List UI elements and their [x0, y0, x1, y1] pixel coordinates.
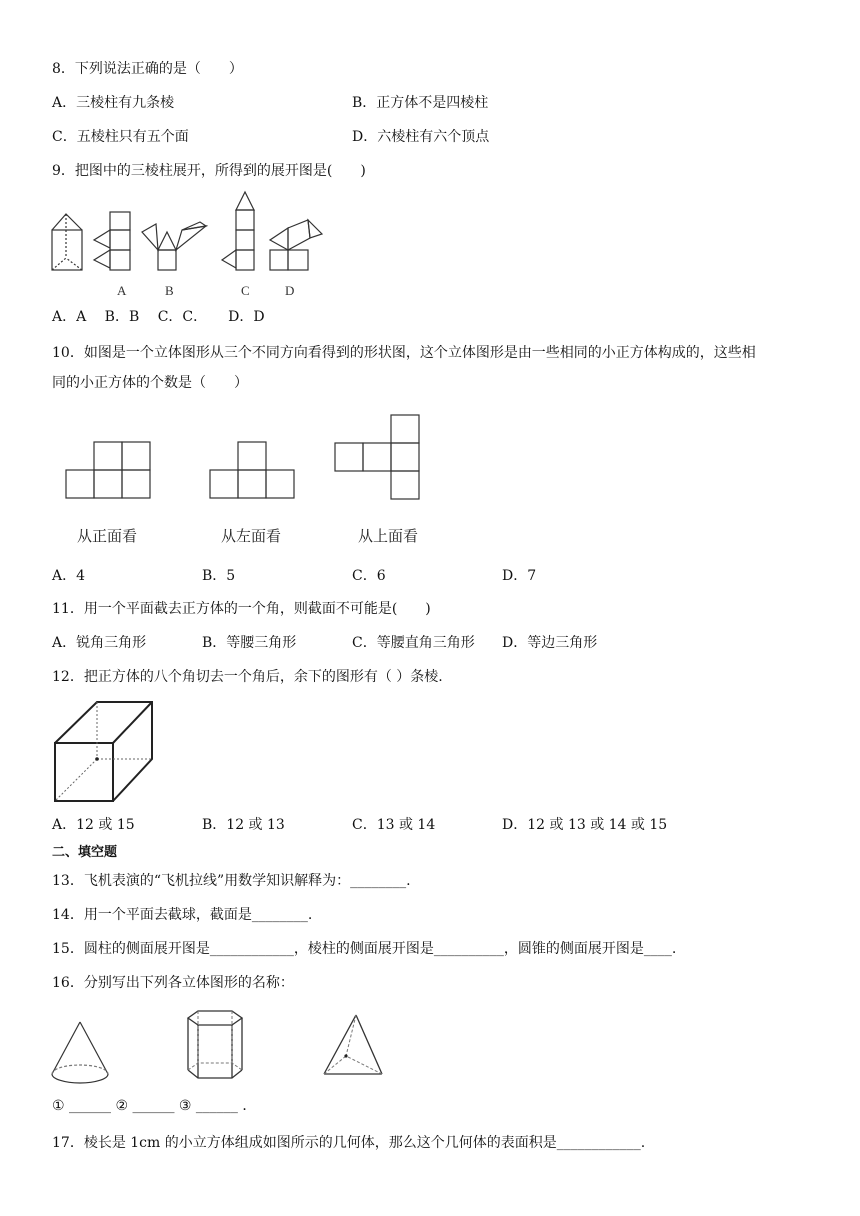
- q14-text: 14．用一个平面去截球，截面是________.: [52, 907, 313, 923]
- q13-text: 13．飞机表演的“飞机拉线”用数学知识解释为：________.: [52, 873, 411, 889]
- q16-stem: 16．分别写出下列各立体图形的名称：: [52, 975, 294, 991]
- q16-cone-figure: [50, 1018, 114, 1094]
- q8-option-d: D．六棱柱有六个顶点: [352, 129, 490, 145]
- q12-option-d: D．12 或 13 或 14 或 15: [502, 817, 668, 833]
- q8-option-c: C．五棱柱只有五个面: [52, 129, 189, 145]
- q11-stem: 11．用一个平面截去正方体的一个角，则截面不可能是( ): [52, 601, 431, 617]
- q10-top-view: [333, 414, 423, 504]
- q10-front-view: [64, 441, 154, 501]
- q8-option-a: A．三棱柱有九条棱: [52, 95, 175, 111]
- q9-fig-label-a: A: [117, 283, 127, 298]
- q16-hexagonal-prism-figure: [184, 1008, 248, 1092]
- q11-option-d: D．等边三角形: [502, 635, 598, 651]
- q12-cube-figure: [52, 699, 156, 807]
- q8-option-b: B．正方体不是四棱柱: [352, 95, 489, 111]
- q10-top-view-caption: 从上面看: [358, 527, 419, 545]
- q9-prism-net-figure: [50, 188, 350, 298]
- q11-option-a: A．锐角三角形: [52, 635, 147, 651]
- q10-option-a: A．4: [52, 568, 86, 584]
- q17-text: 17．棱长是 1cm 的小立方体组成如图所示的几何体，那么这个几何体的表面积是____________.: [52, 1135, 646, 1151]
- q10-option-c: C．6: [352, 568, 386, 584]
- q11-option-c: C．等腰直角三角形: [352, 635, 475, 651]
- q10-front-view-caption: 从正面看: [77, 527, 138, 545]
- q15-text: 15．圆柱的侧面展开图是____________，棱柱的侧面展开图是__________，圆锥的侧面展开图是____.: [52, 941, 677, 957]
- q10-option-d: D．7: [502, 568, 537, 584]
- q8-stem: 8．下列说法正确的是（ ）: [52, 61, 243, 77]
- q9-options: A．A B．B C．C． D．D: [52, 309, 265, 325]
- q12-stem: 12．把正方体的八个角切去一个角后，余下的图形有（ ）条棱.: [52, 669, 443, 685]
- q9-fig-label-d: D: [285, 283, 295, 298]
- section-heading-fill-in: 二、填空题: [52, 845, 118, 860]
- q10-left-view: [208, 441, 298, 501]
- q16-pyramid-figure: [322, 1012, 386, 1092]
- q10-option-b: B．5: [202, 568, 236, 584]
- q9-fig-label-c: C: [241, 283, 250, 298]
- q12-option-b: B．12 或 13: [202, 817, 285, 833]
- q10-stem-line2: 同的小正方体的个数是（ ）: [52, 375, 248, 391]
- q9-stem: 9．把图中的三棱柱展开，所得到的展开图是( ): [52, 163, 366, 179]
- q10-left-view-caption: 从左面看: [221, 527, 282, 545]
- q9-fig-label-b: B: [165, 283, 174, 298]
- q10-stem-line1: 10．如图是一个立体图形从三个不同方向看得到的形状图，这个立体图形是由一些相同的小正方体构成的，这些相: [52, 345, 756, 361]
- q12-option-a: A．12 或 15: [52, 817, 135, 833]
- q12-option-c: C．13 或 14: [352, 817, 436, 833]
- q16-answer-blanks: ① ______ ② ______ ③ ______ ．: [52, 1098, 257, 1114]
- q11-option-b: B．等腰三角形: [202, 635, 297, 651]
